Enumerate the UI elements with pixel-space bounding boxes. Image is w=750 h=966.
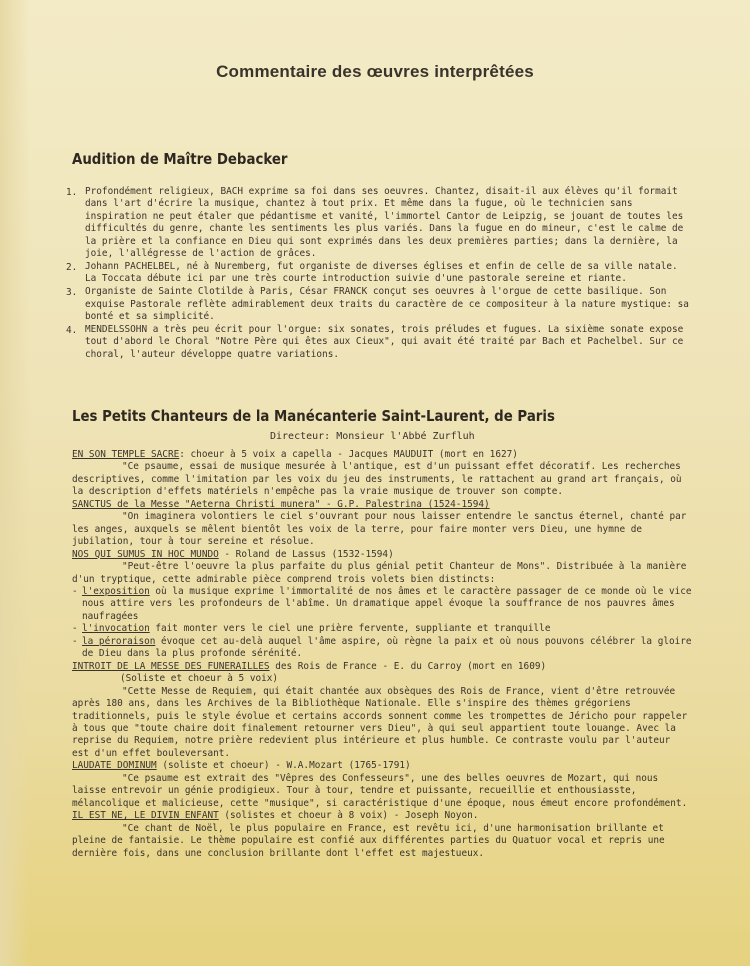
work-title: INTROIT DE LA MESSE DES FUNERAILLES bbox=[72, 660, 270, 672]
work-heading bbox=[72, 661, 692, 673]
list-item: - l'exposition où la musique exprime l'immortalité de nos âmes et le caractère passager de ce monde où le vice nous attire vers les profondeurs de l'abîme. Un dramatique appel évoque la souffrance de nos pauvres âmes naufragées bbox=[72, 585, 692, 622]
work-info: (soliste et choeur) - W.A.Mozart (1765-1791) bbox=[156, 760, 411, 772]
item-number: 2. bbox=[66, 261, 78, 273]
section-keyword: l'exposition bbox=[82, 585, 150, 597]
item-text: évoque cet au-delà auquel l'âme aspire, où règne la paix et où nous pouvons célébrer la gloire de Dieu dans la plus profonde sérénité. bbox=[82, 635, 692, 660]
page-title: Commentaire des œuvres interprêtées bbox=[216, 62, 534, 81]
work-heading bbox=[72, 810, 692, 822]
work-heading bbox=[72, 449, 692, 461]
work-info: : choeur à 5 voix a capella - Jacques MAUDUIT (mort en 1627) bbox=[179, 449, 518, 460]
work-title: NOS QUI SUMUS IN HOC MUNDO bbox=[72, 548, 219, 560]
item-text: Organiste de Sainte Clotilde à Paris, César FRANCK conçut ses oeuvres à l'orgue de cette basilique. Son exquise Pastorale reflète admirablement deux traits du caractère de ce compositeur à la nature mystique: sa bonté et sa simplicité. bbox=[85, 286, 689, 323]
item-text: MENDELSSOHN a très peu écrit pour l'orgue: six sonates, trois préludes et fugues. La sixième sonate expose tout d'abord le Choral "Notre Père qui êtes aux Cieux", qui avait été traité par Bach et Pachelbel. Sur ce choral, l'auteur développe quatre variations. bbox=[85, 323, 684, 360]
page-edge-shadow bbox=[0, 0, 30, 966]
list-item bbox=[66, 261, 691, 286]
work-subtitle: (Soliste et choeur à 5 voix) bbox=[120, 673, 279, 685]
item-text: Johann PACHELBEL, né à Nuremberg, fut organiste de diverses églises et enfin de celle de sa ville natale. La Toccata débute ici par une très courte introduction suivie d'une pastorale sereine et riante. bbox=[85, 260, 678, 285]
item-number: 4. bbox=[66, 324, 78, 336]
work-title: IL EST NE, LE DIVIN ENFANT bbox=[72, 810, 219, 822]
work-commentary: "Cette Messe de Requiem, qui était chantée aux obsèques des Rois de France, vient d'être retrouvée après 180 ans, dans les Archives de la Bibliothèque Nationale. Elle s'inspire des thèmes grégoriens traditionnels, puis le style évolue et certains accords sonnent comme les trompettes de Jéricho pour rappeler à tous que "toute chaire doit finalement retourner vers Dieu", à qui seul appartient toute louange. Avec la reprise du Requiem, notre prière redevient plus intérieure et plus humble. Ce contraste voulu par l'auteur est d'un effet bouleversant. bbox=[72, 685, 688, 759]
list-item: - l'invocation fait monter vers le ciel une prière fervente, suppliante et tranquille bbox=[72, 623, 551, 635]
work-heading bbox=[72, 499, 692, 511]
work-info: des Rois de France - E. du Carroy (mort en 1609) bbox=[269, 660, 547, 672]
work-heading bbox=[72, 549, 692, 561]
work-title: SANCTUS de la Messe "Aeterna Christi munera" - G.P. Palestrina (1524-1594) bbox=[72, 498, 490, 510]
choir-program bbox=[72, 449, 692, 860]
section-keyword: la péroraison bbox=[82, 635, 156, 647]
work-commentary: "Ce psaume, essai de musique mesurée à l'antique, est d'un puissant effet décoratif. Les recherches descriptives, comme l'imitation par les voix du jeu des instruments, le rattachent au grand art français, où la description d'effets matériels n'empêche pas la vraie musique de trouver son compte. bbox=[72, 461, 682, 498]
item-text: Profondément religieux, BACH exprime sa foi dans ses oeuvres. Chantez, disait-il aux élèves qu'il formait dans l'art d'écrire la musique, chantez à tout prix. Et même dans la fugue, où le technicien sans inspiration ne peut étaler que pédantisme et vanité, l'immortel Cantor de Leipzig, se jouant de toutes les difficultés du genre, chante les sentiments les plus variés. Dans la fugue en do mineur, c'est le calme de la prière et la confiance en Dieu qui sont exprimés dans les deux premières parties; dans la dernière, la joie, l'allégresse de l'action de grâces. bbox=[85, 186, 684, 260]
work-commentary: "On imaginera volontiers le ciel s'ouvrant pour nous laisser entendre le sanctus éternel, chanté par les anges, auxquels se mêlent bientôt les voix de la terre, pour faire monter vers Dieu, une hymne de jubilation, tour à tour sereine et résolue. bbox=[72, 511, 687, 548]
item-text: fait monter vers le ciel une prière fervente, suppliante et tranquille bbox=[149, 623, 551, 635]
section-title-manecanterie: Les Petits Chanteurs de la Manécanterie Saint-Laurent, de Paris bbox=[72, 407, 555, 425]
work-commentary: "Ce psaume est extrait des "Vêpres des Confesseurs", une des belles oeuvres de Mozart, qui nous laisse entrevoir un génie prodigieux. Tour à tour, tendre et puissante, recueillie et enthousiasste, mélancolique et malicieuse, cette "musique", si caractéristique d'une époque, nous émeut encore profondément. bbox=[72, 772, 688, 809]
section-title-debacker: Audition de Maître Debacker bbox=[72, 150, 288, 168]
work-info: - Roland de Lassus (1532-1594) bbox=[218, 548, 394, 560]
work-title: LAUDATE DOMINUM bbox=[72, 760, 157, 772]
section-keyword: l'invocation bbox=[82, 623, 150, 635]
item-number: 1. bbox=[66, 187, 78, 198]
debacker-program-list bbox=[66, 186, 691, 361]
work-info: (solistes et choeur à 8 voix) - Joseph Noyon. bbox=[218, 810, 479, 822]
work-title: EN SON TEMPLE SACRE bbox=[72, 449, 180, 460]
list-item: - la péroraison évoque cet au-delà auquel l'âme aspire, où règne la paix et où nous pouvons célébrer la gloire de Dieu dans la plus profonde sérénité. bbox=[72, 635, 692, 660]
list-item bbox=[66, 286, 691, 323]
work-commentary: "Ce chant de Noël, le plus populaire en France, est revêtu ici, d'une harmonisation brillante et pleine de fantaisie. Le thème populaire est confié aux différentes parties du Quatuor vocal et repris une dernière fois, dans une conclusion brillante dont l'effet est majestueux. bbox=[72, 822, 665, 859]
director-line: Directeur: Monsieur l'Abbé Zurfluh bbox=[270, 431, 475, 442]
item-text: où la musique exprime l'immortalité de nos âmes et le caractère passager de ce monde où le vice nous attire vers les profondeurs de l'abîme. Un dramatique appel évoque la souffrance de nos pauvres âmes naufragées bbox=[82, 585, 692, 622]
list-item bbox=[66, 186, 691, 260]
work-heading bbox=[72, 760, 692, 772]
work-commentary: "Peut-être l'oeuvre la plus parfaite du plus génial petit Chanteur de Mons". Distribuée à la manière d'un tryptique, cette admirable pièce comprend trois volets bien distincts: bbox=[72, 561, 687, 585]
item-number: 3. bbox=[66, 287, 78, 299]
list-item bbox=[66, 324, 691, 361]
